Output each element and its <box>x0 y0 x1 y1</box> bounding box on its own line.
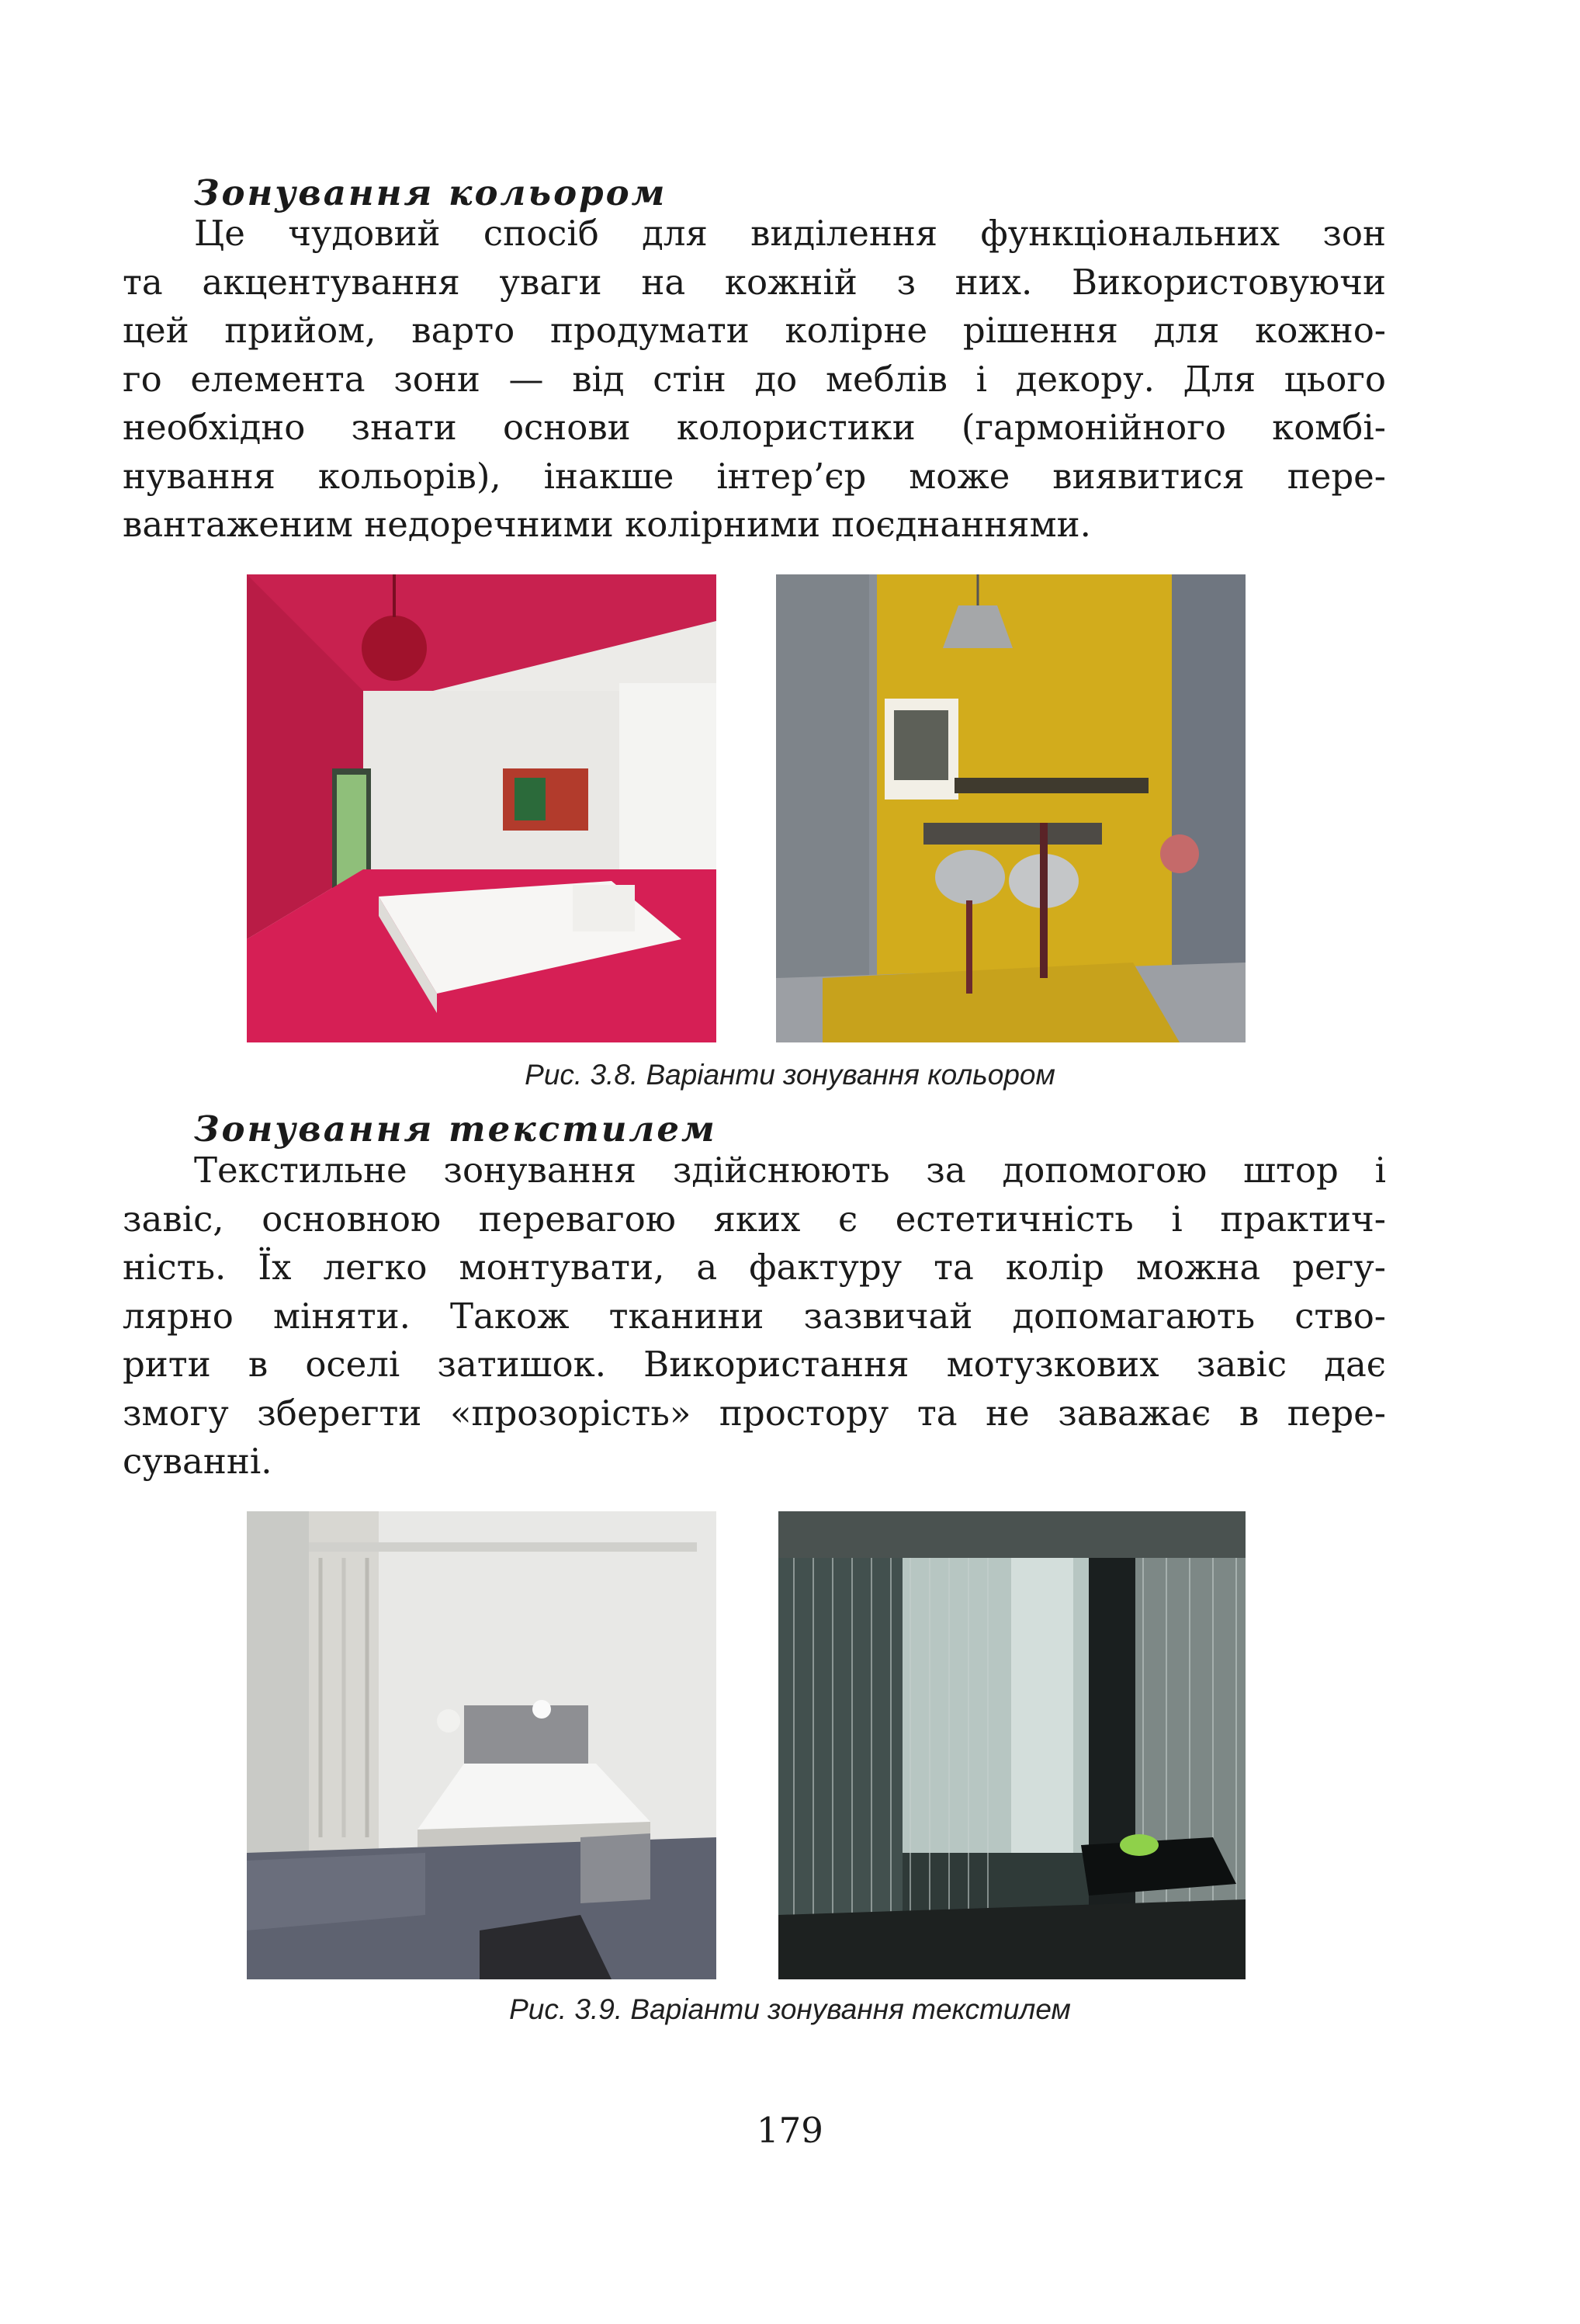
bedroom-curtain-photo <box>247 1511 716 1979</box>
text-line: го елемента зони — від стін до меблів і декору. Для цього <box>123 358 1386 400</box>
text-line: Це чудовий спосіб для виділення функціональних зон <box>194 213 1386 254</box>
bedroom-crimson-photo <box>247 574 716 1042</box>
section-heading-color: Зонування кольором <box>194 172 667 213</box>
text-line: завіс, основною перевагою яких є естетичність і практич- <box>123 1198 1386 1240</box>
figure-caption-3-9: Рис. 3.9. Варіанти зонування текстилем <box>509 1993 1071 2025</box>
string-curtain-photo <box>778 1511 1246 1979</box>
text-line: вантаженим недоречними колірними поєднаннями. <box>123 504 1091 545</box>
text-line: лярно міняти. Також тканини зазвичай допомагають ство- <box>123 1295 1386 1337</box>
text-line: нування кольорів), інакше інтер’єр може виявитися пере- <box>123 455 1386 497</box>
paragraph-color-zoning <box>123 210 1386 550</box>
text-line: необхідно знати основи колористики (гармонійного комбі- <box>123 407 1386 448</box>
figure-caption-3-8: Рис. 3.8. Варіанти зонування кольором <box>525 1059 1055 1091</box>
text-line: та акцентування уваги на кожній з них. Використовуючи <box>123 261 1386 303</box>
section-heading-textile: Зонування текстилем <box>194 1108 717 1150</box>
page-number: 179 <box>757 2110 823 2151</box>
text-line: ність. Їх легко монтувати, а фактуру та колір можна регу- <box>123 1247 1386 1288</box>
text-line: рити в оселі затишок. Використання мотузкових завіс дає <box>123 1344 1386 1385</box>
text-line: змогу зберегти «прозорість» простору та не заважає в пере- <box>123 1392 1386 1434</box>
dining-mustard-photo <box>776 574 1246 1042</box>
text-line: суванні. <box>123 1441 272 1482</box>
paragraph-textile-zoning <box>123 1146 1386 1486</box>
text-line: Текстильне зонування здійснюють за допомогою штор і <box>194 1150 1386 1191</box>
text-line: цей прийом, варто продумати колірне рішення для кожно- <box>123 310 1386 351</box>
